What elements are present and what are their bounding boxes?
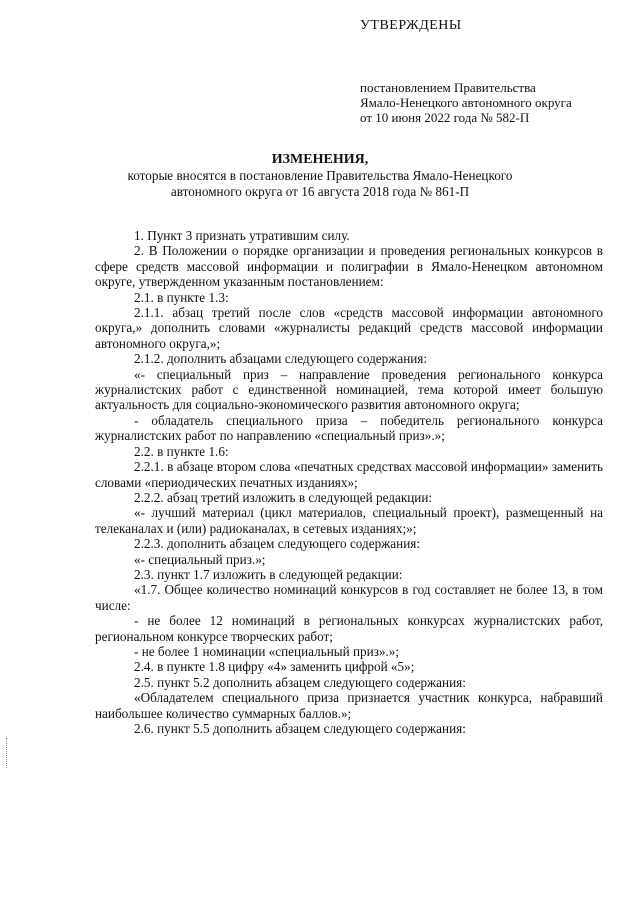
paragraph: 2.6. пункт 5.5 дополнить абзацем следующего содержания:	[134, 721, 466, 736]
paragraph: 2.2. в пункте 1.6:	[134, 443, 229, 459]
paragraph: 2.1. в пункте 1.3:	[134, 289, 229, 305]
paragraph: - не более 1 номинации «специальный приз».»;	[134, 643, 400, 659]
subtitle-line: автономного округа от 16 августа 2018 года № 861-П	[170, 183, 470, 199]
paragraph: - обладатель специального приза – победитель регионального конкурса журналистских работ по направлению «специальный приз».»;	[95, 412, 603, 444]
paragraph: «1.7. Общее количество номинаций конкурсов в год составляет не более 13, в том числе:	[95, 582, 603, 613]
paragraph: - не более 12 номинаций в региональных конкурсах журналистских работ, региональном конкурсе творческих работ;	[95, 613, 603, 644]
paragraph: 2.5. пункт 5.2 дополнить абзацем следующего содержания:	[134, 674, 466, 690]
document-body	[95, 228, 603, 736]
paragraph: 2.4. в пункте 1.8 цифру «4» заменить цифрой «5»;	[134, 659, 415, 675]
paragraph: 2. В Положении о порядке организации и проведения региональных конкурсов в сфере средств массовой информации и полиграфии в Ямало-Ненецком автономном округе, утвержденном указанным постановлением:	[95, 243, 603, 290]
paragraph: 1. Пункт 3 признать утратившим силу.	[134, 228, 350, 243]
document-subtitle	[110, 168, 530, 199]
approval-details	[360, 80, 572, 125]
paragraph: 2.1.1. абзац третий после слов «средств массовой информации автономного округа,» дополнить словами «журналисты редакций средств массовой информации автономного округа,»;	[95, 305, 603, 351]
paragraph: «- лучший материал (цикл материалов, специальный проект), размещенный на телеканалах и (или) радиоканалах, в сетевых изданиях;»;	[95, 505, 603, 536]
approval-line: Ямало-Ненецкого автономного округа	[360, 95, 572, 110]
subtitle-line: которые вносятся в постановление Правительства Ямало-Ненецкого	[127, 168, 513, 183]
paragraph: «Обладателем специального приза признается участник конкурса, набравший наибольшее количество суммарных баллов.»;	[95, 690, 603, 721]
paragraph: «- специальный приз – направление проведения регионального конкурса журналистских работ с единственной номинацией, тема которой имеет большую актуальность для социально-экономического развития автономного округа;	[95, 366, 603, 413]
scan-margin-mark	[6, 738, 9, 768]
approval-line: постановлением Правительства	[360, 80, 536, 95]
paragraph: 2.2.1. в абзаце втором слова «печатных средствах массовой информации» заменить словами «периодических печатных изданиях»;	[95, 459, 603, 490]
paragraph: 2.1.2. дополнить абзацами следующего содержания:	[134, 351, 428, 367]
paragraph: «- специальный приз.»;	[134, 551, 266, 567]
document-title: ИЗМЕНЕНИЯ,	[271, 152, 369, 167]
paragraph: 2.2.3. дополнить абзацем следующего содержания:	[134, 536, 420, 552]
approval-line: от 10 июня 2022 года № 582-П	[360, 110, 530, 125]
approval-stamp-heading: УТВЕРЖДЕНЫ	[360, 18, 462, 33]
paragraph: 2.3. пункт 1.7 изложить в следующей редакции:	[134, 566, 403, 582]
paragraph: 2.2.2. абзац третий изложить в следующей редакции:	[134, 489, 433, 505]
